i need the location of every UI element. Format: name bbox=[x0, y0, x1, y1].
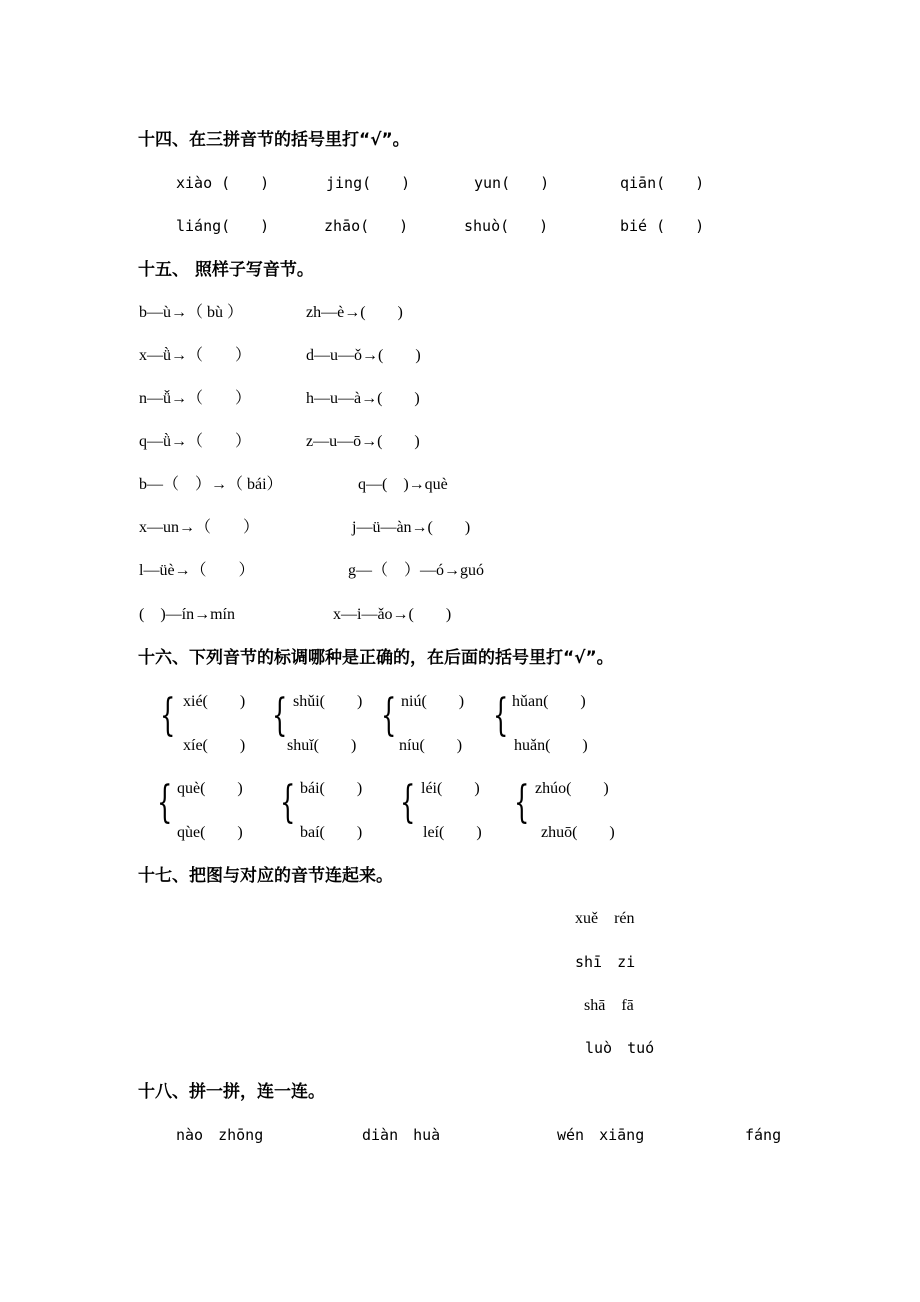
section-16-title: 十六、下列音节的标调哪种是正确的，在后面的括号里打“√”。 bbox=[138, 648, 614, 668]
spelling-exercise: d—u—ǒ→( ) bbox=[306, 347, 421, 364]
syllable-item: jing( ) bbox=[326, 174, 411, 192]
tone-option: niú( ) bbox=[401, 693, 465, 710]
brace-icon: { bbox=[160, 690, 176, 741]
tone-option: qùe( ) bbox=[177, 824, 243, 841]
brace-icon: { bbox=[272, 690, 288, 741]
tone-option: bái( ) bbox=[300, 780, 363, 797]
section-15-title: 十五、 照样子写音节。 bbox=[138, 260, 314, 280]
tone-option: baí( ) bbox=[300, 824, 363, 841]
tone-option: shǔi( ) bbox=[293, 693, 363, 710]
tone-option: què( ) bbox=[177, 780, 243, 797]
tone-option: leí( ) bbox=[423, 824, 482, 841]
spelling-exercise: j—ü—àn→( ) bbox=[352, 519, 471, 536]
spelling-exercise: z—u—ō→( ) bbox=[306, 433, 420, 450]
spelling-exercise: x—un→（ ） bbox=[139, 519, 260, 536]
tone-option: léi( ) bbox=[421, 780, 480, 797]
match-syllable: shā fā bbox=[584, 997, 634, 1014]
syllable-item: yun( ) bbox=[474, 174, 550, 192]
spelling-exercise: x—i—ǎo→( ) bbox=[333, 606, 452, 623]
brace-icon: { bbox=[493, 690, 509, 741]
syllable-item: qiān( ) bbox=[620, 174, 705, 192]
tone-option: xíe( ) bbox=[183, 737, 246, 754]
brace-icon: { bbox=[400, 777, 416, 828]
pinyin-word: fáng bbox=[745, 1126, 782, 1144]
section-14-title: 十四、在三拼音节的括号里打“√”。 bbox=[138, 130, 410, 150]
tone-option: xié( ) bbox=[183, 693, 246, 710]
pinyin-word: diàn huà bbox=[362, 1126, 441, 1144]
spelling-exercise: q—( )→què bbox=[358, 476, 448, 493]
spelling-exercise: q—ǜ→（ ） bbox=[139, 433, 252, 450]
section-18-title: 十八、拼一拼，连一连。 bbox=[138, 1082, 325, 1102]
syllable-item: shuò( ) bbox=[464, 217, 549, 235]
brace-icon: { bbox=[157, 777, 173, 828]
spelling-exercise: x—ǜ→（ ） bbox=[139, 347, 252, 364]
spelling-exercise: b—（ ）→（ bái） bbox=[139, 476, 283, 493]
tone-option: zhúo( ) bbox=[535, 780, 609, 797]
spelling-exercise: zh—è→( ) bbox=[306, 304, 403, 321]
pinyin-word: wén xiāng bbox=[557, 1126, 645, 1144]
syllable-item: xiào ( ) bbox=[176, 174, 270, 192]
spelling-exercise: g—（ ）—ó→guó bbox=[348, 562, 485, 579]
syllable-item: bié ( ) bbox=[620, 217, 705, 235]
spelling-example: b—ù→（ bù ） bbox=[139, 304, 244, 321]
tone-option: hǔan( ) bbox=[512, 693, 586, 710]
syllable-item: zhāo( ) bbox=[324, 217, 409, 235]
brace-icon: { bbox=[514, 777, 530, 828]
tone-option: níu( ) bbox=[399, 737, 463, 754]
spelling-exercise: h—u—à→( ) bbox=[306, 390, 420, 407]
brace-icon: { bbox=[280, 777, 296, 828]
syllable-item: liáng( ) bbox=[176, 217, 270, 235]
spelling-exercise: l—üè→（ ） bbox=[139, 562, 255, 579]
spelling-exercise: ( )—ín→mín bbox=[139, 606, 235, 623]
tone-option: zhuō( ) bbox=[541, 824, 615, 841]
section-17-title: 十七、把图与对应的音节连起来。 bbox=[138, 866, 393, 886]
tone-option: huǎn( ) bbox=[514, 737, 588, 754]
match-syllable: xuě rén bbox=[575, 910, 635, 927]
match-syllable: luò tuó bbox=[585, 1039, 655, 1057]
match-syllable: shī zi bbox=[575, 953, 636, 971]
brace-icon: { bbox=[381, 690, 397, 741]
pinyin-word: nào zhōng bbox=[176, 1126, 264, 1144]
spelling-exercise: n—ǚ→（ ） bbox=[139, 390, 252, 407]
tone-option: shuǐ( ) bbox=[287, 737, 357, 754]
